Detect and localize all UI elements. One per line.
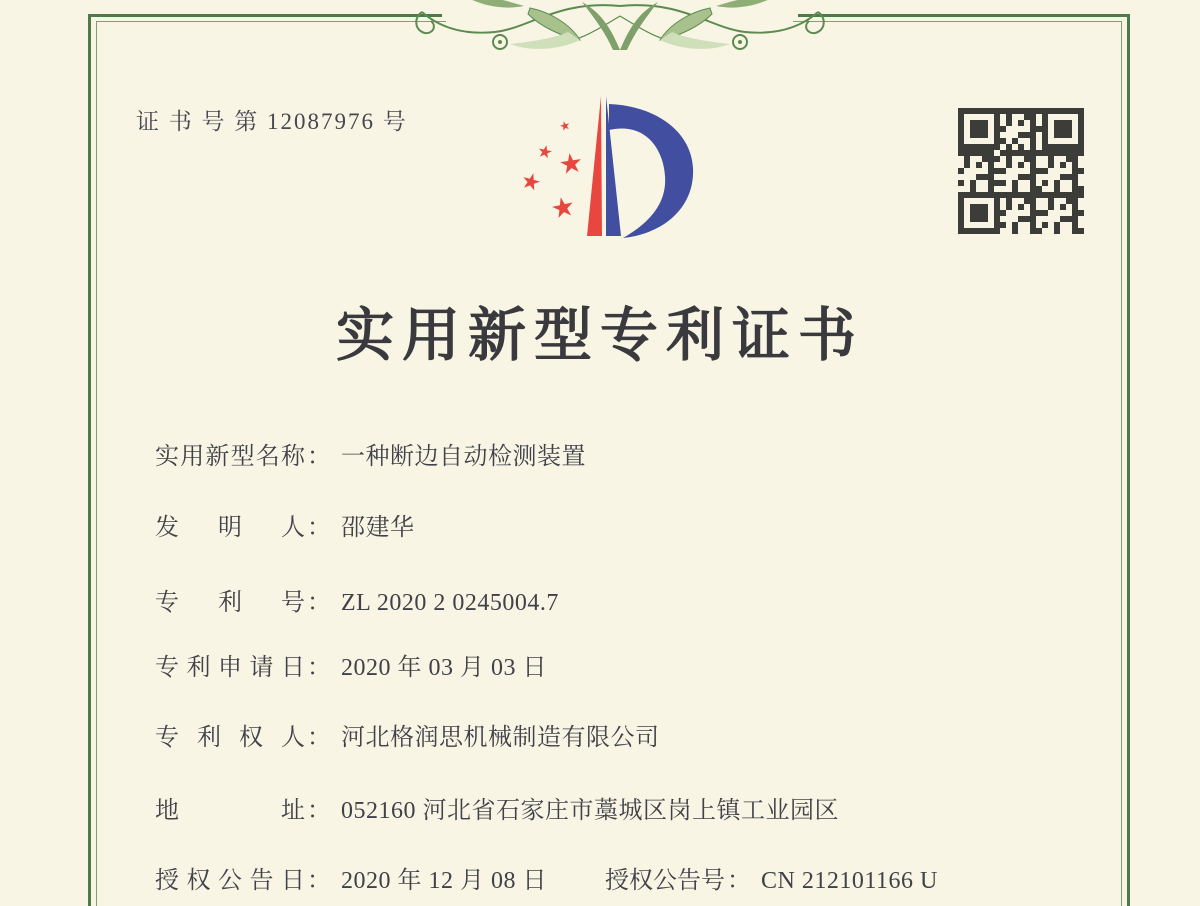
- field-colon: ：: [727, 868, 751, 894]
- frame-top-inner-line-left: [96, 21, 446, 22]
- field-value: 一种断边自动检测装置: [341, 444, 586, 470]
- field-value: ZL 2020 2 0245004.7: [341, 590, 559, 616]
- field-value: 052160 河北省石家庄市藁城区岗上镇工业园区: [341, 798, 839, 824]
- patent-office-logo-icon: [505, 90, 705, 245]
- field-colon: ：: [307, 868, 331, 894]
- field-colon: ：: [307, 655, 331, 681]
- field-colon: ：: [307, 590, 331, 616]
- field-patentee: [155, 717, 660, 752]
- field-grant-number: [605, 860, 938, 895]
- field-grant-date: [155, 860, 547, 895]
- field-colon: ：: [307, 444, 331, 470]
- field-label: 地址: [155, 798, 305, 824]
- frame-left-inner-line: [96, 21, 97, 906]
- field-value: 邵建华: [341, 515, 415, 541]
- page-title: 实用新型专利证书: [335, 303, 864, 368]
- field-label: 专利号: [155, 590, 305, 616]
- frame-left-outer-line: [88, 14, 91, 906]
- field-label: 发明人: [155, 515, 305, 541]
- field-label: 授权公告号: [605, 868, 725, 894]
- field-value: 河北格润思机械制造有限公司: [341, 725, 660, 751]
- field-value: CN 212101166 U: [761, 868, 938, 894]
- frame-top-outer-line-left: [88, 14, 442, 17]
- field-filing-date: [155, 647, 547, 682]
- field-address: [155, 790, 839, 825]
- frame-right-outer-line: [1127, 14, 1130, 906]
- frame-top-inner-line-right: [793, 21, 1122, 22]
- field-inventor: [155, 507, 415, 542]
- field-label: 授权公告日: [155, 868, 305, 894]
- qr-code: [958, 108, 1084, 234]
- floral-ornament-icon: [408, 0, 832, 58]
- certificate-number: 证 书 号 第 12087976 号: [136, 109, 408, 134]
- field-value: 2020 年 03 月 03 日: [341, 655, 547, 681]
- frame-top-outer-line-right: [798, 14, 1130, 17]
- field-colon: ：: [307, 515, 331, 541]
- field-colon: ：: [307, 725, 331, 751]
- field-patent-number: [155, 582, 559, 617]
- field-value: 2020 年 12 月 08 日: [341, 868, 547, 894]
- field-label: 专利申请日: [155, 655, 305, 681]
- field-label: 专利权人: [155, 725, 305, 751]
- field-utility-model-name: [155, 436, 586, 471]
- field-colon: ：: [307, 798, 331, 824]
- frame-right-inner-line: [1121, 21, 1122, 906]
- field-label: 实用新型名称: [155, 444, 305, 470]
